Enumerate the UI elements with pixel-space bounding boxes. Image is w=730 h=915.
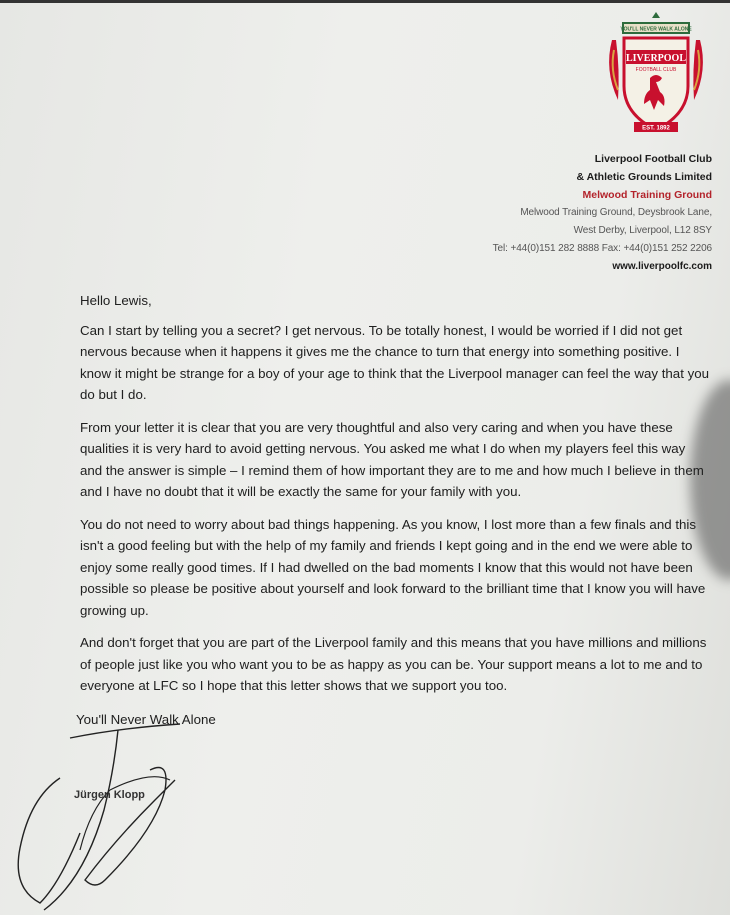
address-line-website: www.liverpoolfc.com [612,261,712,272]
letter-paragraph-4: And don't forget that you are part of the Liverpool family and this means that you have millions and millions of people just like you who want you to be as happy as you can be. Your support means a lot to me and to everyone at LFC so I hope that this letter shows that we support you too. [80,635,707,693]
top-edge [0,0,730,3]
letter-closing: You'll Never Walk Alone [76,712,216,727]
svg-text:FOOTBALL CLUB: FOOTBALL CLUB [635,67,677,73]
address-line-ground: Melwood Training Ground [582,189,712,201]
letter-paragraph-1: Can I start by telling you a secret? I get nervous. To be totally honest, I would be worried if I did not get nervous because when it happens it gives me the chance to turn that energy into something positive. I know it might be strange for a boy of your age to think that the Liverpool manager can feel the way that you do but I do. [80,322,710,402]
svg-text:LIVERPOOL: LIVERPOOL [625,53,687,64]
letter-greeting: Hello Lewis, [80,293,152,308]
letter-body [80,290,710,708]
svg-text:YOU'LL NEVER WALK ALONE: YOU'LL NEVER WALK ALONE [620,26,692,33]
svg-text:EST. 1892: EST. 1892 [642,125,670,132]
liverpool-crest-logo [600,10,712,138]
address-line-street: Melwood Training Ground, Deysbrook Lane, [520,207,712,218]
signatory-name: Jürgen Klopp [74,789,145,801]
letter-paragraph-2: From your letter it is clear that you are very thoughtful and also very caring and when you have these qualities it is very hard to avoid getting nervous. You asked me what I do when my players feel this way and the answer is simple – I remind them of how important they are to me and how much I believe in them and I have no doubt that it will be exactly the same for your family with you. [80,419,704,499]
club-address-block [493,150,712,276]
address-line-club: Liverpool Football Club [594,153,712,165]
letter-paragraph-3: You do not need to worry about bad things happening. As you know, I lost more than a few finals and this isn't a good feeling but with the help of my family and friends I kept going and in the end we were able to enjoy some really good times. If I had dwelled on the bad moments I know that this would not have been possible so please be positive about yourself and look forward to the brilliant time that I know you will have growing up. [80,516,706,618]
address-line-city: West Derby, Liverpool, L12 8SY [573,225,712,236]
address-line-phone: Tel: +44(0)151 282 8888 Fax: +44(0)151 252 2206 [492,243,712,254]
address-line-company: & Athletic Grounds Limited [576,171,712,183]
handwritten-signature [0,700,300,915]
